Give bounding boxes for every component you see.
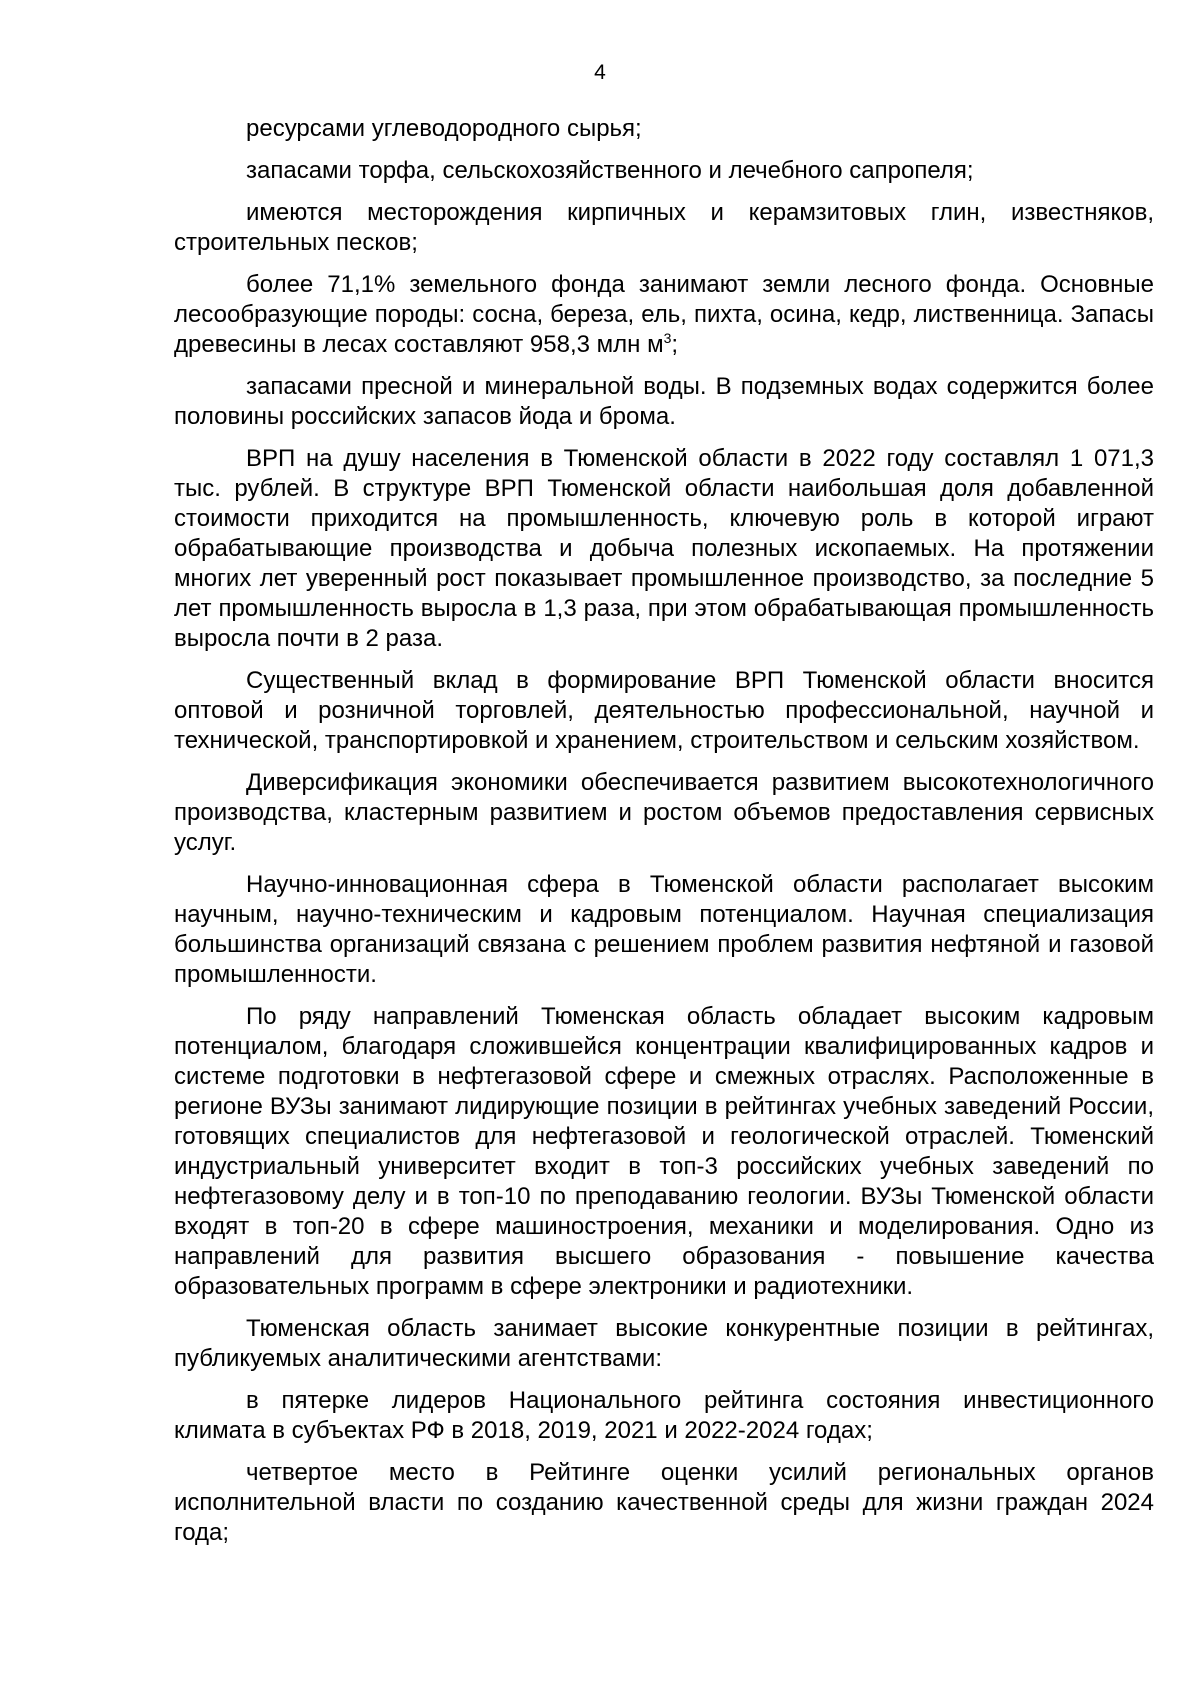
paragraph-text: По ряду направлений Тюменская область обладает высоким кадровым потенциалом, благодаря сложившейся концентрации квалифицированных кадров и системе подготовки в нефтегазовой сфере и смежных отраслях. Расположенные в регионе ВУЗы занимают лидирующие позиции в рейтингах учебных заведений России, готовящих специалистов для нефтегазовой и геологической отраслей. Тюменский индустриальный университет входит в топ-3 российских учебных заведений по нефтегазовому делу и в топ-10 по преподаванию геологии. ВУЗы Тюменской области входят в топ-20 в сфере машиностроения, механики и моделирования. Одно из направлений для развития высшего образования - повышение качества образовательных программ в сфере электроники и радиотехники. <box>174 1003 1154 1300</box>
paragraph-tail: ; <box>671 331 679 358</box>
paragraph <box>174 156 1154 186</box>
paragraph-text: в пятерке лидеров Национального рейтинга состояния инвестиционного климата в субъектах РФ в 2018, 2019, 2021 и 2022-2024 годах; <box>174 1387 1154 1444</box>
paragraph-text: Научно-инновационная сфера в Тюменской области располагает высоким научным, научно-техническим и кадровым потенциалом. Научная специализация большинства организаций связана с решением проблем развития нефтяной и газовой промышленности. <box>174 871 1154 988</box>
paragraph-text: Тюменская область занимает высокие конкурентные позиции в рейтингах, публикуемых аналитическими агентствами: <box>174 1315 1154 1372</box>
paragraph <box>174 270 1154 360</box>
paragraph-text: Диверсификация экономики обеспечивается развитием высокотехнологичного производства, кластерным развитием и ростом объемов предоставления сервисных услуг. <box>174 769 1154 856</box>
superscript: 3 <box>663 330 672 346</box>
paragraph-text: ресурсами углеводородного сырья; <box>246 115 642 142</box>
paragraph-text: имеются месторождения кирпичных и керамзитовых глин, известняков, строительных песков; <box>174 199 1154 256</box>
paragraph-text: четвертое место в Рейтинге оценки усилий региональных органов исполнительной власти по созданию качественной среды для жизни граждан 2024 года; <box>174 1459 1154 1546</box>
paragraph <box>174 768 1154 858</box>
paragraph <box>174 1458 1154 1548</box>
paragraph <box>174 444 1154 654</box>
paragraph <box>174 198 1154 258</box>
paragraph-text: запасами пресной и минеральной воды. В подземных водах содержится более половины российских запасов йода и брома. <box>174 373 1154 430</box>
paragraph <box>174 1314 1154 1374</box>
paragraph <box>174 1386 1154 1446</box>
paragraph <box>174 114 1154 144</box>
paragraph-text: более 71,1% земельного фонда занимают земли лесного фонда. Основные лесообразующие породы: сосна, береза, ель, пихта, осина, кедр, лиственница. Запасы древесины в лесах составляют 958,3 млн м <box>174 271 1154 358</box>
paragraph-text: ВРП на душу населения в Тюменской области в 2022 году составлял 1 071,3 тыс. рублей. В структуре ВРП Тюменской области наибольшая доля добавленной стоимости приходится на промышленность, ключевую роль в которой играют обрабатывающие производства и добыча полезных ископаемых. На протяжении многих лет уверенный рост показывает промышленное производство, за последние 5 лет промышленность выросла в 1,3 раза, при этом обрабатывающая промышленность выросла почти в 2 раза. <box>174 445 1154 652</box>
paragraph <box>174 1002 1154 1302</box>
paragraph <box>174 372 1154 432</box>
paragraph-text: Существенный вклад в формирование ВРП Тюменской области вносится оптовой и розничной торговлей, деятельностью профессиональной, научной и технической, транспортировкой и хранением, строительством и сельским хозяйством. <box>174 667 1154 754</box>
document-body <box>174 114 1154 1560</box>
paragraph <box>174 870 1154 990</box>
paragraph-text: запасами торфа, сельскохозяйственного и лечебного сапропеля; <box>246 157 974 184</box>
paragraph <box>174 666 1154 756</box>
page-number: 4 <box>594 61 606 84</box>
